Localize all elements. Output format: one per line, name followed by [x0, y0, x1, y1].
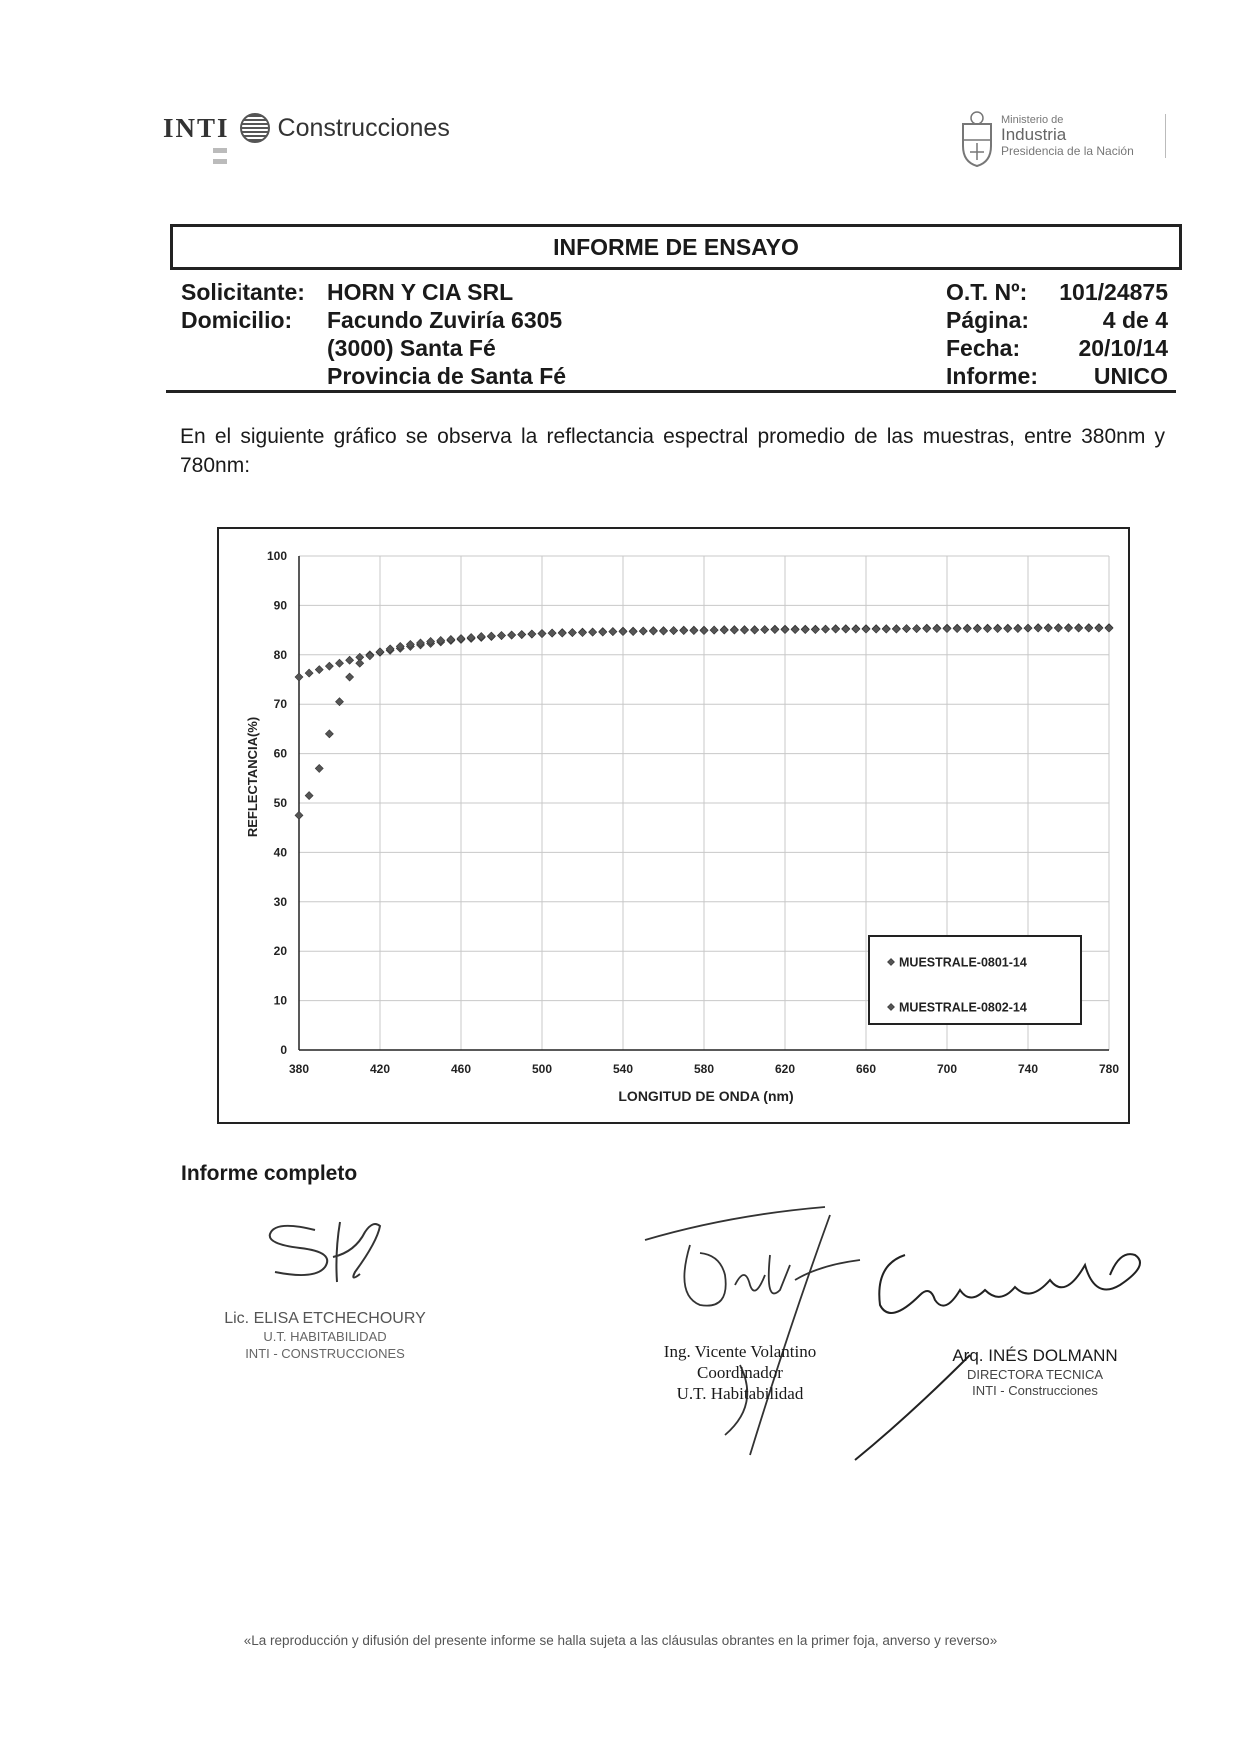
data-point-series-2 [903, 625, 911, 633]
signature-left [255, 1212, 415, 1297]
domicilio-line3: Provincia de Santa Fé [327, 363, 567, 389]
data-point-series-2 [973, 625, 981, 633]
x-axis-label: LONGITUD DE ONDA (nm) [618, 1088, 794, 1104]
y-tick-label: 70 [273, 697, 287, 712]
data-point-series-2 [1075, 624, 1083, 632]
data-point-series-2 [1034, 624, 1042, 632]
data-point-series-2 [781, 626, 789, 634]
data-point-series-2 [771, 626, 779, 634]
fecha-value: 20/10/14 [1078, 335, 1168, 361]
signer-center-unit: U.T. Habitabilidad [676, 1384, 804, 1403]
data-point-series-2 [943, 625, 951, 633]
data-point-series-2 [366, 652, 374, 660]
inti-subtitle: Construcciones [277, 113, 450, 142]
data-point-series-2 [680, 627, 688, 635]
signer-right-inst: INTI - Construcciones [972, 1383, 1098, 1398]
data-point-series-2 [508, 631, 516, 639]
data-point-series-2 [994, 625, 1002, 633]
data-point-series-2 [872, 625, 880, 633]
data-point-series-2 [832, 625, 840, 633]
data-point-series-2 [923, 625, 931, 633]
domicilio-line2: (3000) Santa Fé [327, 335, 496, 361]
x-tick-label: 580 [693, 1062, 715, 1076]
data-point-series-2 [741, 626, 749, 634]
data-point-series-2 [467, 634, 475, 642]
domicilio-label: Domicilio: [181, 307, 293, 333]
data-point-series-2 [720, 626, 728, 634]
data-point-series-2 [1085, 624, 1093, 632]
x-tick-label: 420 [369, 1062, 391, 1076]
data-point-series-2 [963, 625, 971, 633]
inti-bars-decoration [213, 148, 227, 170]
y-tick-label: 50 [273, 796, 287, 810]
informe-label: Informe: [946, 363, 1038, 389]
data-point-series-2 [811, 626, 819, 634]
signer-right-name: Arq. INÉS DOLMANN [952, 1346, 1118, 1365]
x-tick-label: 700 [936, 1062, 958, 1076]
data-point-series-2 [933, 625, 941, 633]
data-point-series-2 [649, 627, 657, 635]
pagina-value: 4 de 4 [1102, 307, 1168, 333]
signer-left-unit: U.T. HABITABILIDAD [263, 1329, 387, 1344]
data-point-series-2 [882, 625, 890, 633]
data-point-series-2 [305, 792, 313, 800]
data-point-series-2 [558, 629, 566, 637]
footer-disclaimer: «La reproducción y difusión del presente informe se halla sujeta a las cláusulas obrantes en la primer foja, anverso y reverso» [243, 1633, 998, 1648]
fecha-label: Fecha: [946, 335, 1021, 361]
ministry-line1: Ministerio de [1001, 114, 1064, 126]
y-tick-label: 80 [273, 647, 287, 662]
data-point-series-1 [346, 656, 354, 664]
data-point-series-2 [447, 635, 455, 643]
chart-svg [219, 529, 1132, 1126]
legend-entry-label: MUESTRALE-0801-14 [899, 955, 1027, 970]
data-point-series-2 [498, 632, 506, 640]
signer-center-role: Coordinador [697, 1363, 783, 1382]
data-point-series-2 [1065, 624, 1073, 632]
data-point-series-2 [1004, 625, 1012, 633]
pagina-label: Página: [946, 307, 1030, 333]
data-point-series-1 [315, 666, 323, 674]
data-point-series-2 [842, 625, 850, 633]
y-tick-label: 60 [273, 746, 287, 761]
data-point-series-2 [1044, 624, 1052, 632]
x-tick-label: 660 [855, 1062, 877, 1076]
data-point-series-2 [953, 625, 961, 633]
data-point-series-2 [1095, 624, 1103, 632]
y-tick-label: 20 [273, 944, 287, 959]
x-tick-label: 460 [450, 1062, 472, 1076]
data-point-series-2 [457, 634, 465, 642]
x-tick-label: 540 [612, 1062, 634, 1076]
data-point-series-2 [660, 627, 668, 635]
data-point-series-2 [751, 626, 759, 634]
data-point-series-2 [528, 630, 536, 638]
data-point-series-2 [892, 625, 900, 633]
data-point-series-2 [346, 673, 354, 681]
domicilio-line1: Facundo Zuviría 6305 [327, 307, 563, 333]
data-point-series-2 [862, 625, 870, 633]
signer-center-name: Ing. Vicente Volantino [663, 1342, 817, 1361]
y-axis-label: REFLECTANCIA(%) [245, 716, 260, 838]
data-point-series-2 [315, 764, 323, 772]
argentina-seal-icon [958, 110, 996, 168]
y-tick-label: 100 [266, 549, 287, 563]
solicitante-label: Solicitante: [181, 279, 305, 305]
x-tick-label: 500 [531, 1062, 553, 1076]
inti-logo [163, 108, 450, 148]
signature-center [640, 1205, 870, 1465]
ot-label: O.T. Nº: [946, 279, 1028, 305]
data-point-series-2 [822, 625, 830, 633]
data-point-series-2 [599, 628, 607, 636]
y-tick-label: 90 [273, 598, 287, 613]
y-tick-label: 40 [273, 845, 287, 860]
data-point-series-2 [548, 629, 556, 637]
inti-disc-icon [240, 113, 270, 143]
ministry-logo [958, 110, 1163, 174]
data-point-series-2 [761, 626, 769, 634]
data-point-series-2 [629, 628, 637, 636]
ot-value: 101/24875 [1059, 279, 1168, 305]
intro-paragraph: En el siguiente gráfico se observa la reflectancia espectral promedio de las muestras, entre 380nm y 780nm: [180, 425, 1165, 477]
report-title: INFORME DE ENSAYO [170, 224, 1182, 270]
data-point-series-2 [984, 625, 992, 633]
data-point-series-2 [295, 811, 303, 819]
data-point-series-1 [336, 659, 344, 667]
data-point-series-2 [639, 627, 647, 635]
y-tick-label: 0 [280, 1043, 287, 1057]
data-point-series-2 [487, 632, 495, 640]
data-point-series-1 [325, 662, 333, 670]
data-point-series-2 [791, 626, 799, 634]
data-point-series-2 [518, 631, 526, 639]
solicitante-value: HORN Y CIA SRL [327, 279, 514, 305]
x-tick-label: 620 [774, 1062, 796, 1076]
x-tick-label: 380 [288, 1062, 310, 1076]
data-point-series-2 [356, 659, 364, 667]
reflectance-chart [217, 527, 1130, 1124]
inti-wordmark: INTI [163, 112, 230, 143]
section-title: Informe completo [181, 1162, 358, 1185]
data-point-series-2 [1054, 624, 1062, 632]
data-point-series-2 [670, 627, 678, 635]
data-point-series-2 [568, 629, 576, 637]
legend-entry-label: MUESTRALE-0802-14 [899, 1000, 1027, 1015]
data-point-series-2 [1014, 625, 1022, 633]
y-tick-label: 10 [273, 993, 287, 1008]
data-point-series-2 [619, 628, 627, 636]
data-point-series-2 [538, 630, 546, 638]
signer-left-inst: INTI - CONSTRUCCIONES [245, 1346, 405, 1361]
data-point-series-2 [690, 627, 698, 635]
x-tick-label: 780 [1098, 1062, 1120, 1076]
data-point-series-2 [852, 625, 860, 633]
data-point-series-2 [700, 627, 708, 635]
ministry-line3: Presidencia de la Nación [1001, 144, 1134, 158]
data-point-series-2 [730, 626, 738, 634]
header-divider [166, 390, 1176, 393]
data-point-series-1 [295, 673, 303, 681]
data-point-series-2 [589, 628, 597, 636]
x-tick-label: 740 [1017, 1062, 1039, 1076]
data-point-series-2 [609, 628, 617, 636]
data-point-series-2 [801, 626, 809, 634]
ministry-line2: Industria [1001, 125, 1067, 144]
data-point-series-2 [1105, 624, 1113, 632]
data-point-series-2 [477, 633, 485, 641]
informe-value: UNICO [1093, 363, 1168, 389]
data-point-series-2 [913, 625, 921, 633]
data-point-series-2 [710, 626, 718, 634]
data-point-series-1 [305, 669, 313, 677]
data-point-series-2 [1024, 624, 1032, 632]
y-tick-label: 30 [273, 894, 287, 909]
signer-right-role: DIRECTORA TECNICA [966, 1367, 1104, 1382]
data-point-series-2 [579, 629, 587, 637]
data-point-series-2 [325, 730, 333, 738]
signer-left-name: Lic. ELISA ETCHECHOURY [224, 1310, 426, 1327]
